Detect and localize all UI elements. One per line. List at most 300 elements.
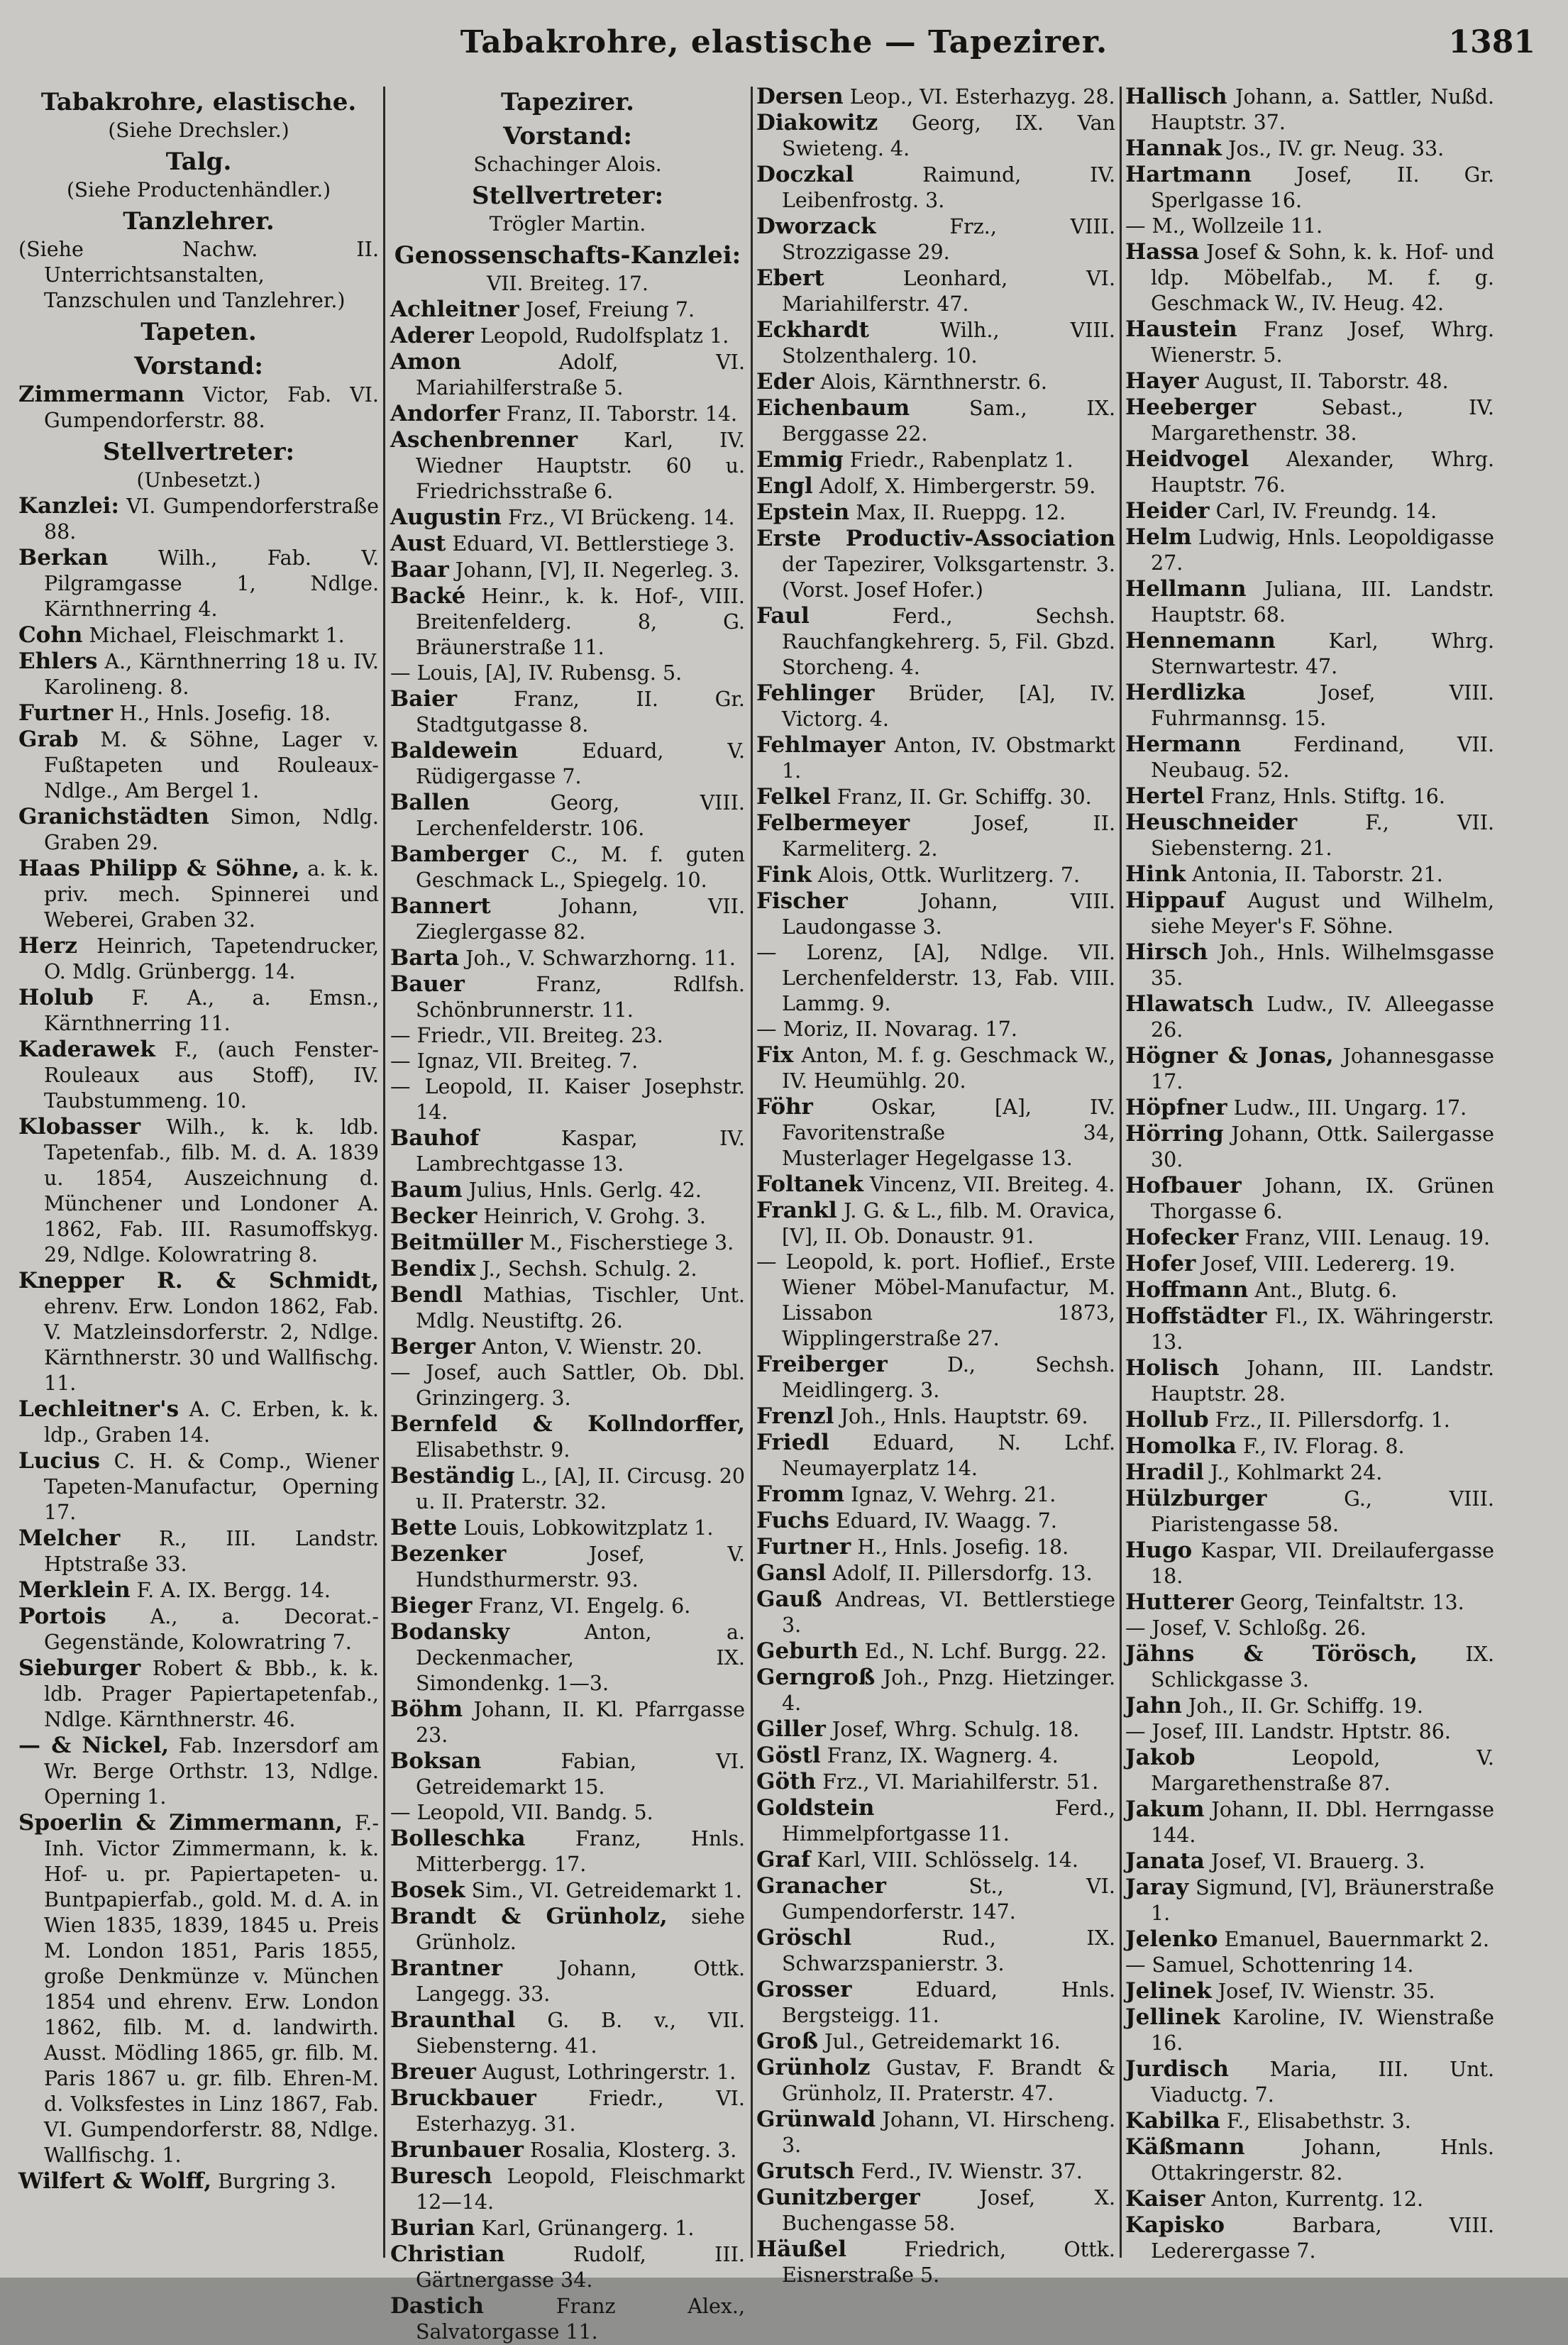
- entry-details: — Lorenz, [A], Ndlge. VII. Lerchenfelderstr. 13, Fab. VIII. Lammg. 9.: [756, 941, 1115, 1015]
- entry-details: Wilh., VIII. Stolzenthalerg. 10.: [782, 319, 1115, 368]
- directory-entry: [756, 162, 1115, 214]
- entry-details: Antonia, II. Taborstr. 21.: [1192, 863, 1443, 886]
- entry-name: Portois: [18, 1604, 106, 1629]
- entry-details: Fl., IX. Währingerstr. 13.: [1151, 1305, 1494, 1354]
- directory-entry: [1125, 1460, 1494, 1486]
- entry-name: Goldstein: [756, 1795, 875, 1821]
- entry-name: Jähns & Törösch,: [1125, 1641, 1418, 1667]
- entry-name: Hülzburger: [1125, 1486, 1267, 1511]
- directory-entry: [390, 2059, 745, 2085]
- entry-name: Hlawatsch: [1125, 991, 1254, 1017]
- directory-entry: [756, 500, 1115, 526]
- entry-name: — & Nickel,: [18, 1733, 170, 1758]
- section-heading: Genossenschafts-Kanzlei:: [394, 241, 741, 270]
- entry-name: Bamberger: [390, 842, 529, 867]
- entry-name: Hertel: [1125, 783, 1205, 809]
- entry-name: Janata: [1125, 1848, 1205, 1874]
- directory-entry: [1125, 1953, 1494, 1978]
- directory-entry: [756, 1847, 1115, 1873]
- entry-name: Buresch: [390, 2163, 492, 2189]
- entry-name: Bruckbauer: [390, 2085, 536, 2111]
- directory-entry: [390, 2007, 745, 2059]
- entry-name: Gauß: [756, 1587, 822, 1612]
- entry-details: Josef, II. Karmeliterg. 2.: [782, 812, 1115, 861]
- entry-name: Knepper R. & Schmidt,: [18, 1268, 379, 1293]
- entry-details: Johann, [V], II. Negerleg. 3.: [455, 558, 740, 582]
- directory-entry: [756, 84, 1115, 110]
- directory-entry: [1125, 1355, 1494, 1407]
- entry-name: Hallisch: [1125, 84, 1227, 109]
- entry-name: Christian: [390, 2241, 505, 2267]
- entry-details: IX. Schlickgasse 3.: [1151, 1643, 1494, 1692]
- entry-name: Hofer: [1125, 1251, 1196, 1276]
- entry-details: Franz Alex., Salvatorgasse 11.: [416, 2295, 746, 2344]
- directory-entry: [18, 1114, 379, 1268]
- entry-details: Friedr., Rabenplatz 1.: [849, 448, 1073, 472]
- entry-name: Breuer: [390, 2059, 476, 2085]
- entry-details: Leonhard, VI. Mariahilferstr. 47.: [782, 267, 1115, 316]
- entry-details: Franz, Hnls. Stiftg. 16.: [1210, 785, 1445, 808]
- entry-details: Johann, Ottk. Langegg. 33.: [416, 1957, 745, 2006]
- section-heading: Tanzlehrer.: [123, 207, 275, 236]
- entry-name: Jakob: [1125, 1745, 1196, 1770]
- directory-entry: [1125, 1745, 1494, 1797]
- entry-details: Brüder, [A], IV. Victorg. 4.: [782, 682, 1116, 731]
- entry-name: Brunbauer: [390, 2137, 524, 2163]
- entry-name: Giller: [756, 1716, 826, 1742]
- directory-entry: [756, 1017, 1115, 1042]
- directory-entry: [756, 1249, 1115, 1352]
- entry-details: Rudolf, III. Gärtnergasse 34.: [416, 2243, 745, 2292]
- entry-name: Baar: [390, 557, 449, 583]
- section-note: VII. Breiteg. 17.: [487, 272, 648, 295]
- directory-entry: [18, 2168, 379, 2195]
- section-heading: Tabakrohre, elastische.: [40, 88, 357, 116]
- entry-details: Ludwig, Hnls. Leopoldigasse 27.: [1151, 526, 1494, 575]
- directory-entry: [390, 1360, 745, 1411]
- entry-details: Andreas, VI. Bettlerstiege 3.: [782, 1588, 1116, 1637]
- directory-entry: [390, 1230, 745, 1256]
- entry-details: August, Lothringerstr. 1.: [482, 2060, 736, 2084]
- entry-name: Lechleitner's: [18, 1396, 180, 1422]
- entry-name: Graf: [756, 1847, 811, 1872]
- entry-name: Wilfert & Wolff,: [18, 2168, 212, 2194]
- directory-entry: [390, 790, 745, 842]
- entry-name: Beitmüller: [390, 1230, 523, 1255]
- entry-name: Barta: [390, 945, 460, 971]
- entry-details: F. A., a. Emsn., Kärnthnerring 11.: [44, 986, 379, 1035]
- entry-details: der Tapezirer, Volksgartenstr. 3. (Vorst. Josef Hofer.): [782, 553, 1115, 602]
- entry-details: Anton, Kurrentg. 12.: [1211, 2187, 1424, 2211]
- entry-details: Georg, IX. Van Swieteng. 4.: [782, 111, 1115, 160]
- entry-name: Häußel: [756, 2236, 846, 2262]
- entry-name: Felbermeyer: [756, 810, 910, 836]
- entry-details: Fabian, VI. Getreidemarkt 15.: [416, 1750, 745, 1799]
- entry-details: Eduard, Hnls. Bergsteigg. 11.: [782, 1978, 1115, 2027]
- entry-details: Jul., Getreidemarkt 16.: [824, 2030, 1061, 2053]
- entry-details: Alexander, Whrg. Hauptstr. 76.: [1151, 448, 1494, 497]
- directory-entry: [1125, 1121, 1494, 1173]
- entry-details: G. B. v., VII. Siebensterng. 41.: [416, 2009, 745, 2058]
- entry-details: Sim., VI. Getreidemarkt 1.: [471, 1879, 742, 1902]
- directory-entry: [756, 2158, 1115, 2185]
- entry-details: Franz, II. Gr. Schiffg. 30.: [837, 785, 1092, 809]
- entry-name: Bauer: [390, 971, 465, 997]
- entry-details: Louis, Lobkowitzplatz 1.: [463, 1516, 714, 1540]
- directory-entry: [756, 1977, 1115, 2029]
- entry-details: Franz, II. Taborstr. 14.: [506, 402, 738, 426]
- entry-details: Karl, VIII. Schlösselg. 14.: [817, 1848, 1078, 1872]
- entry-name: Ballen: [390, 790, 470, 815]
- entry-details: Sebast., IV. Margarethenstr. 38.: [1151, 396, 1494, 445]
- entry-name: Grab: [18, 727, 79, 752]
- directory-entry: [390, 323, 745, 349]
- entry-details: Adolf, VI. Mariahilferstraße 5.: [416, 351, 746, 399]
- entry-details: Raimund, IV. Leibenfrostg. 3.: [782, 163, 1115, 212]
- page-number: 1381: [1448, 24, 1535, 60]
- entry-name: Berkan: [18, 545, 109, 570]
- directory-entry: [756, 1430, 1115, 1482]
- entry-name: Kanzlei:: [18, 493, 119, 519]
- entry-name: Heeberger: [1125, 394, 1257, 420]
- entry-details: Karl, Grünangerg. 1.: [481, 2217, 695, 2240]
- entry-name: Hannak: [1125, 136, 1222, 161]
- entry-name: Burian: [390, 2215, 475, 2241]
- entry-name: Dersen: [756, 84, 844, 109]
- directory-entry: [18, 985, 379, 1037]
- directory-entry: [1125, 1095, 1494, 1121]
- directory-entry: [390, 1904, 745, 1955]
- entry-details: Kaspar, VII. Dreilaufergasse 18.: [1151, 1539, 1494, 1588]
- section-note: Trögler Martin.: [489, 212, 646, 236]
- directory-entry: [1125, 1407, 1494, 1433]
- entry-name: Dworzack: [756, 214, 876, 239]
- entry-details: Johann, VIII. Laudongasse 3.: [782, 890, 1115, 939]
- entry-details: Friedrich, Ottk. Eisnerstraße 5.: [782, 2238, 1115, 2287]
- entry-name: Hoffmann: [1125, 1277, 1249, 1303]
- directory-entry: [390, 1074, 745, 1125]
- section-note: Schachinger Alois.: [473, 153, 662, 176]
- entry-details: Josef, VIII. Fuhrmannsg. 15.: [1151, 681, 1494, 730]
- entry-details: Johann, IX. Grünen Thorgasse 6.: [1151, 1174, 1495, 1223]
- directory-entry: [1125, 576, 1494, 628]
- entry-name: Hörring: [1125, 1121, 1224, 1147]
- entry-name: Hirsch: [1125, 939, 1208, 965]
- entry-name: Heuschneider: [1125, 810, 1298, 835]
- entry-name: Hellmann: [1125, 576, 1247, 602]
- entry-details: Franz Josef, Whrg. Wienerstr. 5.: [1151, 318, 1495, 367]
- entry-details: Ignaz, V. Wehrg. 21.: [851, 1483, 1056, 1506]
- entry-name: Gunitzberger: [756, 2185, 920, 2210]
- entry-name: Bauhof: [390, 1125, 480, 1151]
- entry-details: R., III. Landstr. Hptstraße 33.: [44, 1527, 379, 1576]
- directory-entry: [18, 933, 379, 985]
- entry-details: Julius, Hnls. Gerlg. 42.: [468, 1179, 702, 1202]
- directory-entry: [756, 1352, 1115, 1403]
- entry-name: Homolka: [1125, 1433, 1237, 1459]
- column-3: [756, 84, 1116, 2287]
- directory-entry: [390, 2163, 745, 2215]
- entry-details: Johann, Ottk. Sailergasse 30.: [1151, 1122, 1494, 1171]
- entry-details: Ant., Blutg. 6.: [1254, 1279, 1398, 1302]
- entry-details: a. k. k. priv. mech. Spinnerei und Weberei, Graben 32.: [44, 857, 380, 932]
- entry-name: Hermann: [1125, 732, 1242, 757]
- entry-details: Ferdinand, VII. Neubaug. 52.: [1151, 733, 1494, 782]
- directory-entry: [390, 297, 745, 323]
- entry-name: Klobasser: [18, 1114, 141, 1140]
- entry-name: Fromm: [756, 1482, 845, 1507]
- entry-details: Adolf, X. Himbergerstr. 59.: [819, 475, 1096, 498]
- entry-details: Rud., IX. Schwarzspanierstr. 3.: [782, 1926, 1116, 1975]
- entry-name: Heidvogel: [1125, 446, 1249, 472]
- entry-name: Frenzl: [756, 1403, 834, 1429]
- directory-entry: [756, 2107, 1115, 2158]
- directory-entry: [390, 349, 745, 401]
- entry-name: Backé: [390, 583, 466, 609]
- entry-name: Amon: [390, 349, 462, 375]
- entry-name: Bernfeld & Kollndorffer,: [390, 1411, 745, 1437]
- directory-entry: [756, 1716, 1115, 1743]
- section-heading: Talg.: [165, 148, 232, 176]
- entry-details: — Moriz, II. Novarag. 17.: [756, 1017, 1017, 1041]
- column-divider: [1120, 87, 1122, 2258]
- entry-details: ehrenv. Erw. London 1862, Fab. V. Matzleinsdorferstr. 2, Ndlge. Kärnthnerstr. 30 und Wallfischg. 11.: [44, 1295, 379, 1395]
- entry-name: Merklein: [18, 1577, 131, 1603]
- entry-name: Böhm: [390, 1696, 463, 1722]
- directory-entry: [1125, 239, 1494, 316]
- entry-name: Geburth: [756, 1638, 858, 1664]
- entry-details: Michael, Fleischmarkt 1.: [89, 624, 345, 647]
- directory-entry: [1125, 1641, 1494, 1693]
- directory-entry: [756, 1094, 1115, 1171]
- directory-entry: [1125, 680, 1494, 732]
- entry-details: H., Hnls. Josefig. 18.: [857, 1535, 1069, 1559]
- directory-entry: [390, 1125, 745, 1177]
- entry-details: Alois, Kärnthnerstr. 6.: [820, 370, 1047, 394]
- directory-entry: [756, 1198, 1115, 1249]
- section-heading: Vorstand:: [134, 352, 263, 380]
- entry-details: Josef, Whrg. Schulg. 18.: [832, 1718, 1080, 1741]
- directory-entry: [1125, 1225, 1494, 1251]
- entry-details: Josef, VIII. Ledererg. 19.: [1202, 1252, 1456, 1276]
- entry-name: Grosser: [756, 1977, 852, 2002]
- column-divider: [751, 87, 753, 2258]
- entry-name: Heider: [1125, 498, 1210, 524]
- directory-entry: [18, 1268, 379, 1396]
- entry-name: Aust: [390, 531, 446, 556]
- directory-entry: [1125, 783, 1494, 810]
- entry-details: Franz, Rdlfsh. Schönbrunnerstr. 11.: [416, 973, 745, 1022]
- directory-entry: [756, 1403, 1115, 1430]
- entry-name: Andorfer: [390, 401, 500, 426]
- entry-details: Mathias, Tischler, Unt. Mdlg. Neustiftg. 26.: [416, 1284, 745, 1332]
- entry-details: Wilh., Fab. V. Pilgramgasse 1, Ndlge. Kärnthnerring 4.: [44, 546, 379, 621]
- directory-entry: [756, 1482, 1115, 1508]
- entry-details: D., Sechsh. Meidlingerg. 3.: [782, 1353, 1115, 1402]
- directory-entry: [390, 427, 745, 504]
- entry-name: Brandt & Grünholz,: [390, 1904, 668, 1929]
- entry-details: Victor, Fab. VI. Gumpendorferstr. 88.: [44, 383, 379, 432]
- entry-name: Grutsch: [756, 2158, 855, 2184]
- entry-details: Maria, III. Unt. Viaductg. 7.: [1151, 2058, 1494, 2107]
- directory-entry: [18, 493, 379, 545]
- entry-name: Frankl: [756, 1198, 837, 1223]
- entry-details: Johann, II. Dbl. Herrngasse 144.: [1151, 1798, 1495, 1847]
- entry-details: Carl, IV. Freundg. 14.: [1215, 500, 1437, 523]
- entry-details: siehe Grünholz.: [416, 1905, 746, 1954]
- directory-entry: [756, 1665, 1115, 1716]
- entry-name: Eichenbaum: [756, 395, 910, 421]
- directory-entry: [756, 1560, 1115, 1587]
- entry-name: Holub: [18, 985, 94, 1010]
- entry-details: Joh., Pnzg. Hietzinger. 4.: [782, 1666, 1115, 1715]
- entry-details: — Ignaz, VII. Breiteg. 7.: [390, 1049, 639, 1073]
- directory-entry: [18, 1655, 379, 1733]
- entry-name: Bezenker: [390, 1541, 507, 1567]
- directory-entry: [390, 2215, 745, 2241]
- entry-details: — Friedr., VII. Breiteg. 23.: [390, 1024, 663, 1047]
- entry-name: Hutterer: [1125, 1589, 1234, 1615]
- entry-name: Hofecker: [1125, 1225, 1239, 1250]
- entry-name: Becker: [390, 1203, 477, 1229]
- section-note: (Unbesetzt.): [136, 468, 261, 492]
- directory-entry: [18, 1448, 379, 1525]
- directory-entry: [1125, 628, 1494, 680]
- directory-entry: [18, 1037, 379, 1114]
- entry-details: Franz, VI. Engelg. 6.: [478, 1594, 691, 1618]
- directory-entry: [390, 1049, 745, 1074]
- entry-name: Baum: [390, 1177, 463, 1203]
- directory-entry: [756, 1171, 1115, 1198]
- entry-name: Felkel: [756, 784, 831, 810]
- directory-entry: [756, 784, 1115, 810]
- directory-entry: [756, 1508, 1115, 1534]
- entry-name: Bannert: [390, 893, 491, 919]
- entry-name: Granacher: [756, 1873, 886, 1899]
- directory-entry: [1125, 1978, 1494, 2004]
- entry-details: Joh., Hnls. Wilhelmsgasse 35.: [1151, 941, 1494, 990]
- entry-details: F., IV. Florag. 8.: [1242, 1435, 1405, 1458]
- directory-entry: [390, 583, 745, 661]
- directory-entry: [390, 971, 745, 1023]
- directory-entry: [756, 2236, 1115, 2288]
- entry-name: Hippauf: [1125, 888, 1225, 913]
- directory-entry: [756, 447, 1115, 473]
- entry-name: Bodansky: [390, 1619, 510, 1645]
- entry-details: Karl, Whrg. Sternwartestr. 47.: [1151, 629, 1494, 678]
- entry-name: Achleitner: [390, 297, 519, 322]
- directory-entry: [756, 526, 1115, 603]
- entry-name: Kaiser: [1125, 2186, 1205, 2212]
- entry-details: C. H. & Comp., Wiener Tapeten-Manufactur, Operning 17.: [44, 1450, 380, 1524]
- entry-details: Josef, VI. Brauerg. 3.: [1210, 1850, 1425, 1873]
- entry-details: F., (auch Fenster-Rouleaux aus Stoff), IV. Taubstummeng. 10.: [44, 1038, 379, 1113]
- entry-name: Spoerlin & Zimmermann,: [18, 1810, 343, 1836]
- entry-name: Diakowitz: [756, 110, 878, 136]
- entry-details: Frz., VIII. Strozzigasse 29.: [782, 215, 1115, 264]
- entry-details: Friedr., VI. Esterhazyg. 31.: [416, 2087, 745, 2136]
- entry-details: Josef & Sohn, k. k. Hof- und ldp. Möbelfab., M. f. g. Geschmack W., IV. Heug. 42.: [1151, 241, 1495, 315]
- section-heading: Tapezirer.: [501, 88, 634, 116]
- entry-details: Georg, Teinfaltstr. 13.: [1240, 1591, 1464, 1614]
- directory-entry: [1125, 939, 1494, 991]
- entry-details: Ludw., IV. Alleegasse 26.: [1151, 993, 1495, 1042]
- entry-name: Fischer: [756, 888, 848, 914]
- directory-entry: [756, 1925, 1115, 1977]
- entry-details: Josef, IV. Wienstr. 35.: [1218, 1980, 1435, 2003]
- entry-details: Johann, a. Sattler, Nußd. Hauptstr. 37.: [1151, 85, 1494, 134]
- entry-name: Hugo: [1125, 1538, 1193, 1563]
- entry-name: Käßmann: [1125, 2134, 1245, 2160]
- entry-details: J., Sechsh. Schulg. 2.: [482, 1257, 697, 1281]
- entry-name: Gröschl: [756, 1925, 852, 1951]
- column-divider: [383, 87, 385, 2258]
- directory-entry: [756, 473, 1115, 500]
- entry-details: G., VIII. Piaristengasse 58.: [1151, 1487, 1494, 1536]
- entry-details: August, II. Taborstr. 48.: [1205, 370, 1449, 393]
- entry-name: Epstein: [756, 500, 850, 525]
- entry-details: — Leopold, k. port. Hoflief., Erste Wiener Möbel-Manufactur, M. Lissabon 1873, Wipplingerstraße 27.: [756, 1250, 1115, 1350]
- directory-entry: [1125, 1589, 1494, 1616]
- entry-name: Hayer: [1125, 368, 1199, 394]
- directory-entry: [1125, 214, 1494, 239]
- directory-entry: [756, 1638, 1115, 1665]
- entry-details: Heinrich, V. Grohg. 3.: [483, 1205, 706, 1228]
- entry-details: Heinr., k. k. Hof-, VIII. Breitenfelderg. 8, G. Bräunerstraße 11.: [416, 585, 745, 659]
- directory-entry: [756, 1769, 1115, 1795]
- entry-details: Frz., VI. Mariahilferstr. 51.: [822, 1770, 1099, 1794]
- entry-details: Josef, Freiung 7.: [525, 298, 695, 321]
- directory-entry: [390, 945, 745, 971]
- entry-details: Ed., N. Lchf. Burgg. 22.: [864, 1640, 1107, 1663]
- directory-entry: [18, 727, 379, 804]
- entry-name: Jurdisch: [1125, 2056, 1229, 2082]
- entry-name: Ehlers: [18, 649, 98, 674]
- entry-details: Eduard, N. Lchf. Neumayerplatz 14.: [782, 1431, 1116, 1480]
- directory-entry: [1125, 1797, 1494, 1848]
- entry-details: Burgring 3.: [218, 2170, 336, 2193]
- entry-name: Haas Philipp & Söhne,: [18, 856, 300, 881]
- entry-details: Eduard, IV. Waagg. 7.: [835, 1509, 1057, 1533]
- directory-entry: [18, 1810, 379, 2168]
- directory-entry: [390, 1023, 745, 1049]
- section-heading: Stellvertreter:: [102, 438, 295, 466]
- entry-details: Anton, a. Deckenmacher, IX. Simondenkg. 1—3.: [416, 1621, 746, 1695]
- directory-entry: [756, 1743, 1115, 1769]
- entry-name: Högner & Jonas,: [1125, 1043, 1334, 1069]
- entry-details: A. C. Erben, k. k. ldp., Graben 14.: [44, 1398, 379, 1447]
- entry-name: Helm: [1125, 524, 1192, 550]
- entry-details: Eduard, VI. Bettlerstiege 3.: [452, 532, 735, 556]
- entry-details: Emanuel, Bauernmarkt 2.: [1224, 1928, 1490, 1951]
- entry-details: Josef, V. Hundsthurmerstr. 93.: [416, 1543, 745, 1591]
- entry-details: Franz, VIII. Lenaug. 19.: [1244, 1226, 1491, 1249]
- directory-entry: [390, 2241, 745, 2293]
- entry-name: Kapisko: [1125, 2212, 1225, 2238]
- entry-details: A., Kärnthnerring 18 u. IV. Karolineng. 8.: [44, 650, 379, 699]
- entry-details: Ludw., III. Ungarg. 17.: [1233, 1096, 1467, 1120]
- directory-entry: [18, 382, 379, 434]
- entry-details: Leopold, Rudolfsplatz 1.: [480, 324, 729, 348]
- directory-entry: [390, 1463, 745, 1515]
- entry-name: Doczkal: [756, 162, 854, 187]
- entry-name: Gerngroß: [756, 1665, 876, 1690]
- entry-name: Brantner: [390, 1955, 503, 1981]
- entry-details: — Leopold, VII. Bandg. 5.: [390, 1801, 653, 1824]
- entry-name: Jelinek: [1125, 1978, 1212, 2004]
- directory-entry: [756, 862, 1115, 888]
- directory-entry: [756, 1873, 1115, 1925]
